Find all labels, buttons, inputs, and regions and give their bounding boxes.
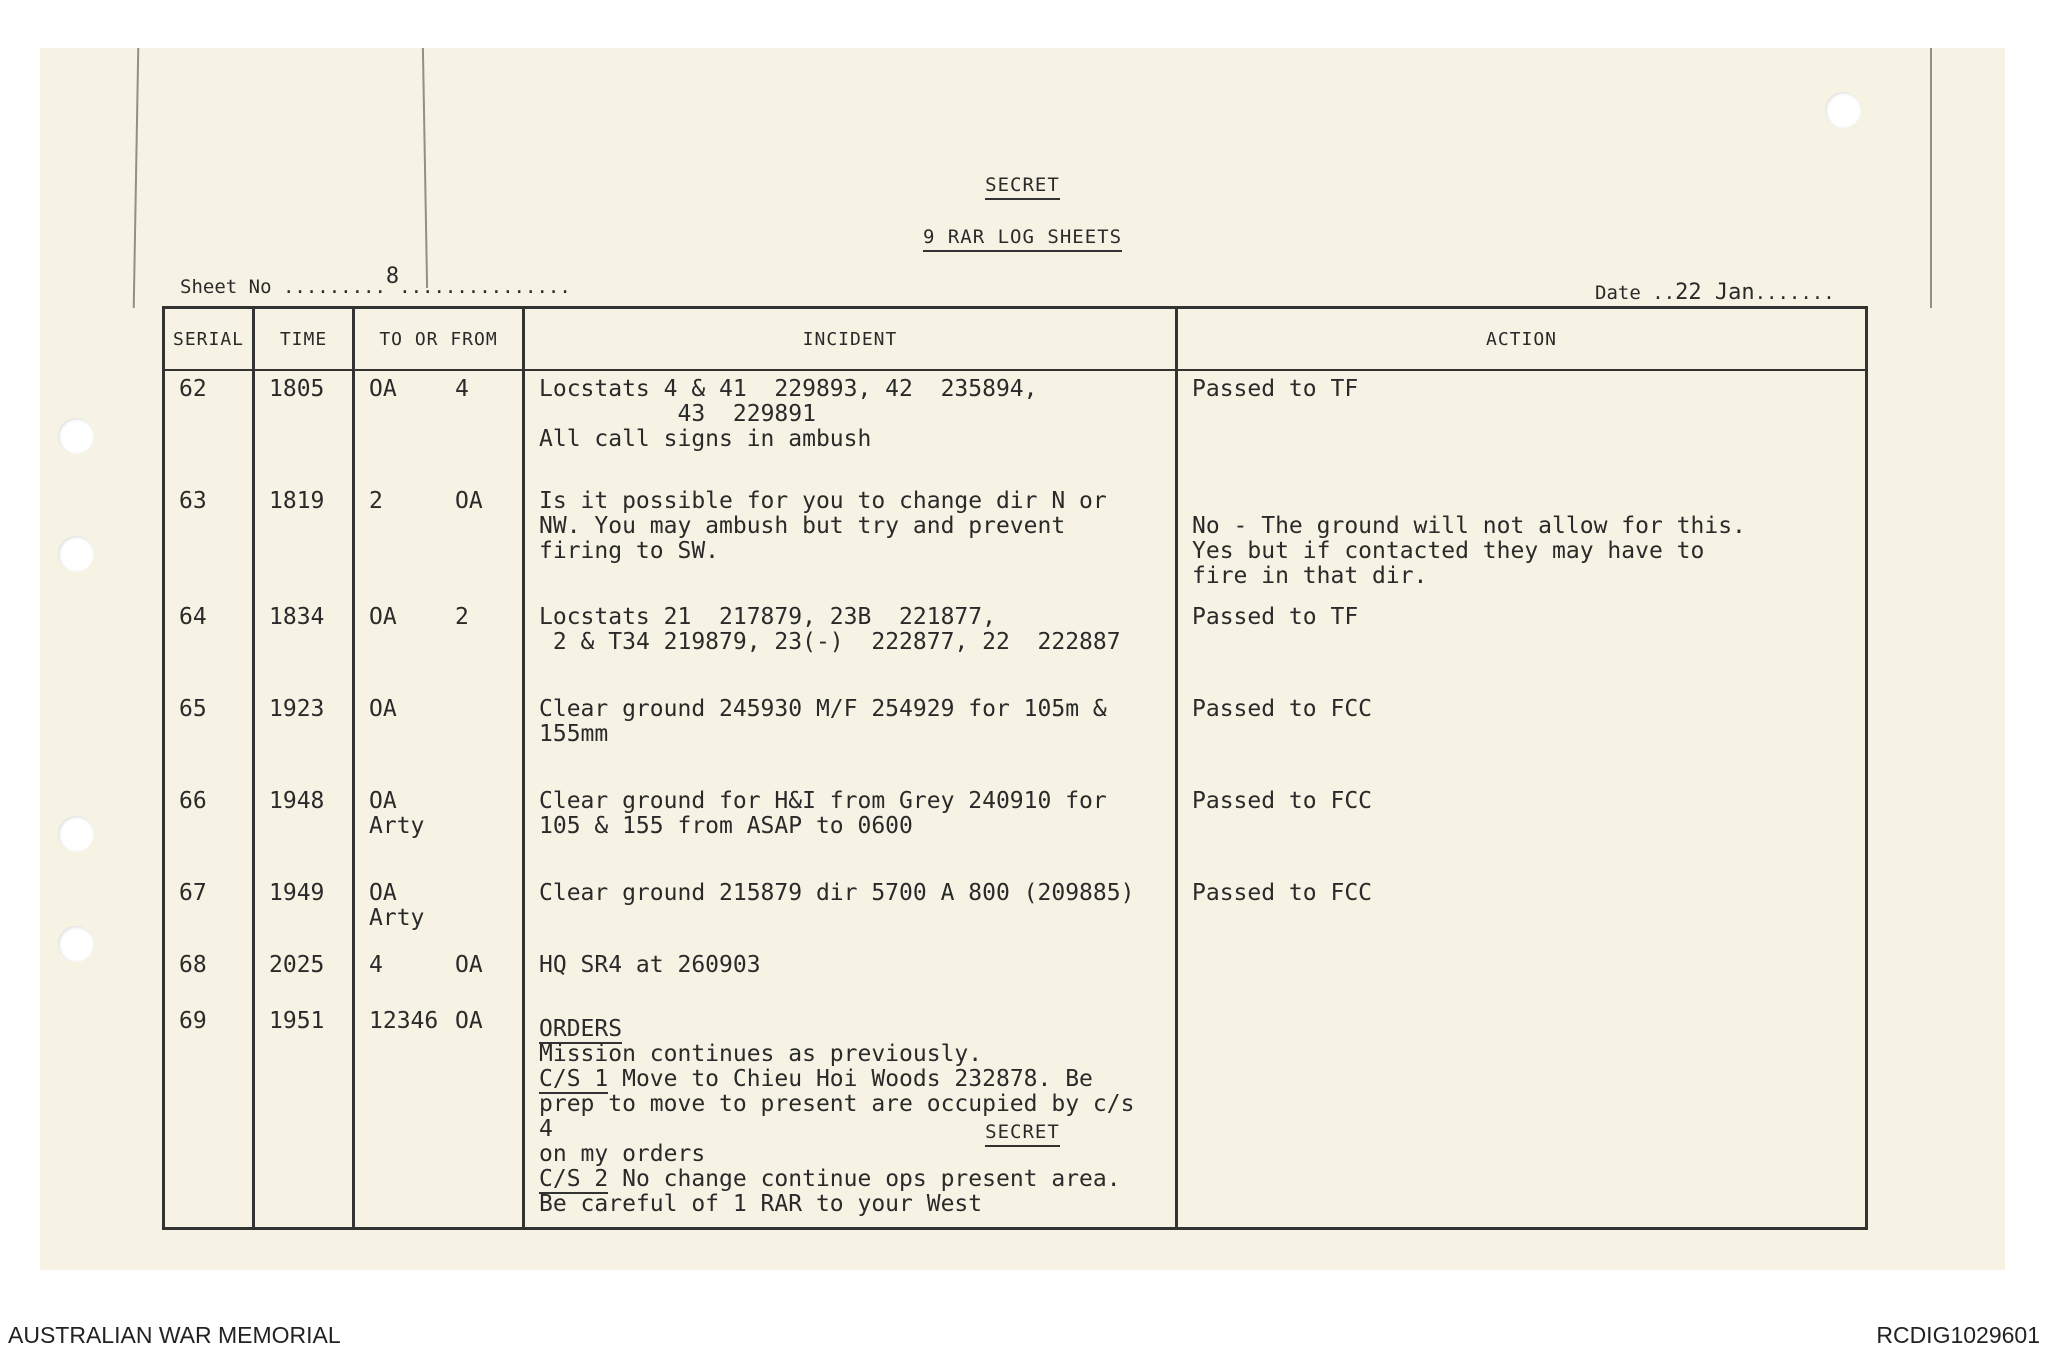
log-table-header bbox=[164, 308, 1867, 371]
log-row bbox=[164, 483, 1867, 599]
action-cell: No - The ground will not allow for this. Yes but if contacted they may have to fire in that dir. bbox=[1177, 483, 1867, 599]
punch-hole-left-3 bbox=[58, 816, 94, 852]
orders-cs1-text: Move to Chieu Hoi Woods 232878. Be prep to move to present are occupied by c/s 4 on my orders bbox=[539, 1066, 1135, 1167]
orders-heading: ORDERS bbox=[539, 1016, 623, 1042]
to-from-cell bbox=[354, 691, 524, 783]
action-cell bbox=[1177, 1003, 1867, 1229]
sheet-number: 8 bbox=[385, 264, 400, 289]
date-label: Date bbox=[1595, 282, 1641, 304]
log-row bbox=[164, 599, 1867, 691]
to-value: 4 bbox=[369, 952, 383, 978]
time-cell: 1923 bbox=[254, 691, 354, 783]
log-row bbox=[164, 691, 1867, 783]
from-value: Arty bbox=[369, 905, 425, 931]
punch-hole-left-4 bbox=[58, 926, 94, 962]
date-field: Date ..22 Jan....... bbox=[1595, 280, 1835, 305]
log-table bbox=[162, 306, 1868, 1230]
to-from-cell bbox=[354, 783, 524, 875]
archive-source-label: AUSTRALIAN WAR MEMORIAL bbox=[8, 1322, 341, 1348]
time-cell: 1805 bbox=[254, 370, 354, 483]
action-cell: Passed to TF bbox=[1177, 599, 1867, 691]
serial-cell: 64 bbox=[164, 599, 254, 691]
from-value: 4 bbox=[455, 376, 469, 402]
classification-top: SECRET bbox=[40, 174, 2005, 196]
time-cell: 1834 bbox=[254, 599, 354, 691]
to-value: OA bbox=[369, 696, 397, 722]
header-time: TIME bbox=[254, 308, 354, 371]
sheet-number-field: Sheet No .........8............... bbox=[180, 264, 571, 298]
incident-cell: Locstats 4 & 41 229893, 42 235894, 43 229891 All call signs in ambush bbox=[524, 370, 1177, 483]
to-value: OA bbox=[369, 604, 397, 630]
log-row-orders bbox=[164, 1003, 1867, 1229]
classification-bottom: SECRET bbox=[40, 1121, 2005, 1143]
incident-cell: HQ SR4 at 260903 bbox=[524, 947, 1177, 1003]
serial-cell: 69 bbox=[164, 1003, 254, 1229]
incident-cell: Locstats 21 217879, 23B 221877, 2 & T34 219879, 23(-) 222877, 22 222887 bbox=[524, 599, 1177, 691]
to-from-cell bbox=[354, 875, 524, 947]
to-from-cell bbox=[354, 483, 524, 599]
action-cell bbox=[1177, 947, 1867, 1003]
date-value: 22 Jan bbox=[1675, 280, 1755, 305]
header-to-or-from: TO OR FROM bbox=[354, 308, 524, 371]
orders-cs1-label: C/S 1 bbox=[539, 1066, 609, 1092]
action-cell: Passed to FCC bbox=[1177, 875, 1867, 947]
time-cell: 1819 bbox=[254, 483, 354, 599]
serial-cell: 68 bbox=[164, 947, 254, 1003]
punch-hole-left-2 bbox=[58, 536, 94, 572]
incident-cell-orders bbox=[524, 1003, 1177, 1229]
action-cell: Passed to FCC bbox=[1177, 783, 1867, 875]
from-value: OA bbox=[455, 1008, 483, 1034]
incident-cell: Clear ground for H&I from Grey 240910 for 105 & 155 from ASAP to 0600 bbox=[524, 783, 1177, 875]
from-value: 2 bbox=[455, 604, 469, 630]
serial-cell: 65 bbox=[164, 691, 254, 783]
to-value: OA bbox=[369, 376, 397, 402]
to-from-cell bbox=[354, 947, 524, 1003]
serial-cell: 67 bbox=[164, 875, 254, 947]
to-value: 12346 bbox=[369, 1008, 439, 1034]
time-cell: 1948 bbox=[254, 783, 354, 875]
from-value: Arty bbox=[369, 813, 425, 839]
incident-cell: Clear ground 245930 M/F 254929 for 105m & 155mm bbox=[524, 691, 1177, 783]
from-value: OA bbox=[455, 488, 483, 514]
action-cell: Passed to TF bbox=[1177, 370, 1867, 483]
to-from-cell bbox=[354, 599, 524, 691]
fold-crease-mid bbox=[422, 48, 428, 288]
orders-cs2-text: No change continue ops present area. Be careful of 1 RAR to your West bbox=[539, 1166, 1121, 1217]
to-value: OA bbox=[369, 788, 397, 814]
to-value: 2 bbox=[369, 488, 383, 514]
incident-cell: Clear ground 215879 dir 5700 A 800 (209885) bbox=[524, 875, 1177, 947]
header-action: ACTION bbox=[1177, 308, 1867, 371]
log-row bbox=[164, 875, 1867, 947]
to-from-cell bbox=[354, 370, 524, 483]
log-row bbox=[164, 370, 1867, 483]
from-value: OA bbox=[455, 952, 483, 978]
to-value: OA bbox=[369, 880, 397, 906]
orders-cs2-label: C/S 2 bbox=[539, 1166, 609, 1192]
document-title: 9 RAR LOG SHEETS bbox=[40, 226, 2005, 248]
time-cell: 1951 bbox=[254, 1003, 354, 1229]
log-row bbox=[164, 783, 1867, 875]
log-row bbox=[164, 947, 1867, 1003]
serial-cell: 62 bbox=[164, 370, 254, 483]
punch-hole-left-1 bbox=[58, 418, 94, 454]
punch-hole-top-right bbox=[1825, 92, 1861, 128]
action-cell: Passed to FCC bbox=[1177, 691, 1867, 783]
sheet-label: Sheet No bbox=[180, 276, 272, 298]
incident-cell: Is it possible for you to change dir N or NW. You may ambush but try and prevent firing to SW. bbox=[524, 483, 1177, 599]
time-cell: 2025 bbox=[254, 947, 354, 1003]
archive-id-label: RCDIG1029601 bbox=[1876, 1322, 2040, 1348]
serial-cell: 63 bbox=[164, 483, 254, 599]
orders-line-1: Mission continues as previously. bbox=[539, 1041, 983, 1067]
time-cell: 1949 bbox=[254, 875, 354, 947]
header-serial: SERIAL bbox=[164, 308, 254, 371]
serial-cell: 66 bbox=[164, 783, 254, 875]
to-from-cell bbox=[354, 1003, 524, 1229]
header-incident: INCIDENT bbox=[524, 308, 1177, 371]
